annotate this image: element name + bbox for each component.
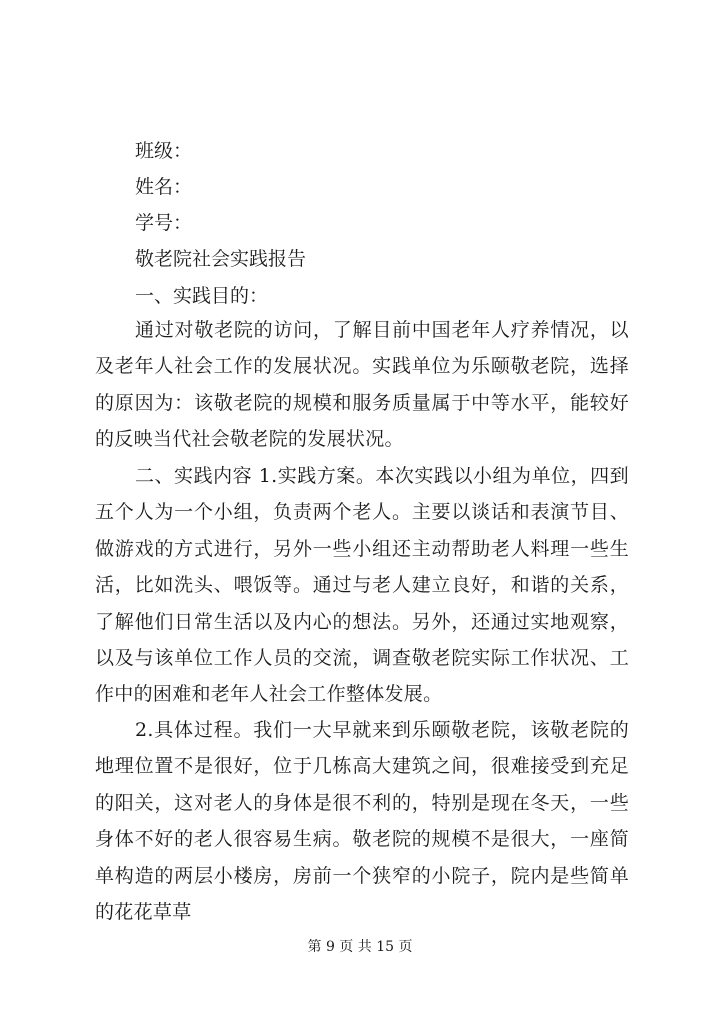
section1-heading: 一、实践目的： (135, 285, 269, 307)
student-id-label: 学号： (135, 212, 193, 234)
paragraph-process: 2.具体过程。我们一大早就来到乐颐敬老院，该敬老院的地理位置不是很好，位于几栋高大建筑之间，很难接受到充足的阳关，这对老人的身体是很不利的，特别是现在冬天，一些身体不好的老人很容易生病。敬老院的规模不是很大，一座简单构造的两层小楼房，房前一个狭窄的小院子，院内是些简单的花花草草 (95, 719, 629, 924)
class-label: 班级： (135, 140, 193, 162)
report-title: 敬老院社会实践报告 (135, 248, 307, 270)
name-label: 姓名： (135, 176, 193, 198)
paragraph-practice-content: 二、实践内容 1.实践方案。本次实践以小组为单位，四到五个人为一个小组，负责两个老人。主要以谈话和表演节目、做游戏的方式进行，另外一些小组还主动帮助老人料理一些生活，比如洗头、喂饭等。通过与老人建立良好，和谐的关系，了解他们日常生活以及内心的想法。另外，还通过实地观察，以及与该单位工作人员的交流，调查敬老院实际工作状况、工作中的困难和老年人社会工作整体发展。 (95, 465, 629, 706)
page-footer: 第 9 页 共 15 页 (307, 939, 413, 955)
paragraph-purpose: 通过对敬老院的访问，了解目前中国老年人疗养情况，以及老年人社会工作的发展状况。实践单位为乐颐敬老院，选择的原因为：该敬老院的规模和服务质量属于中等水平，能较好的反映当代社会敬老院的发展状况。 (95, 319, 629, 451)
